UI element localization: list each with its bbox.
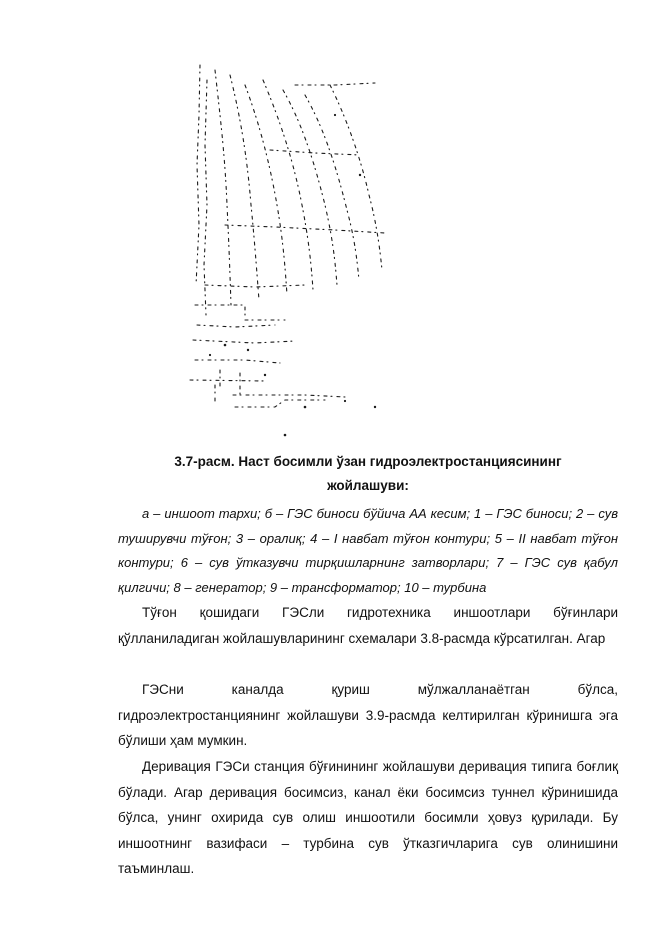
hydropower-layout-figure bbox=[185, 55, 400, 445]
paragraph-2-rest: гидроэлектростанциянинг жойлашуви 3.9-расмда келтирилган кўринишга эга бўлиши ҳам мумкин. bbox=[118, 707, 618, 748]
paragraph-2-first-line: ГЭСни каналда қуриш мўлжалланаётган бўлса, bbox=[142, 682, 618, 697]
paragraph-3: Деривация ГЭСи станция бўғинининг жойлашуви деривация типига боғлиқ бўлади. Агар деривация босимсиз, канал ёки босимсиз туннел кўринишида бўлса, унинг охирида сув олиш иншоотили босимли ҳовуз қурилади. Бу иншоотнинг вазифаси – турбина сув ўтказгичларига сув олинишини таъминлаш. bbox=[118, 759, 618, 876]
figure-caption bbox=[118, 450, 618, 498]
paragraph-2 bbox=[118, 677, 618, 754]
figure-caption-subtitle: жойлашуви: bbox=[327, 478, 409, 493]
figure-caption-title: 3.7-расм. Наст босимли ўзан гидроэлектростанциясининг bbox=[174, 454, 562, 469]
paragraph-1: Тўғон қошидаги ГЭСли гидротехника иншоотлари бўғинлари қўлланиладиган жойлашувларининг схемалари 3.8-расмда кўрсатилган. Агар bbox=[118, 605, 618, 646]
figure-legend: а – иншоот тархи; б – ГЭС биноси бўйича АА кесим; 1 – ГЭС биноси; 2 – сув туширувчи тўғон; 3 – оралиқ; 4 – I навбат тўғон контури; 5 – II навбат тўғон контури; 6 – сув ўтказувчи тирқишларнинг затворлари; 7 – ГЭС сув қабул қилгичи; 8 – генератор; 9 – трансформатор; 10 – турбина bbox=[118, 506, 618, 595]
